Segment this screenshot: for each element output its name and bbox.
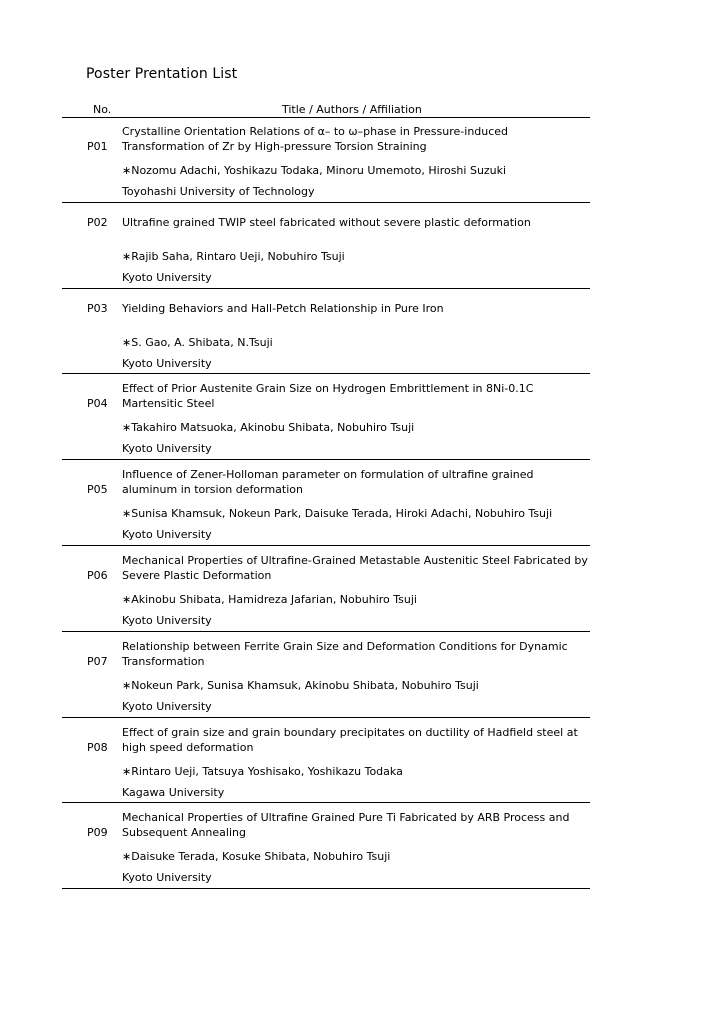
poster-number: P06 xyxy=(87,568,108,582)
poster-title: Mechanical Properties of Ultrafine Grained Pure Ti Fabricated by ARB Process and Subsequent Annealing xyxy=(122,811,570,840)
poster-entry-p06 xyxy=(62,546,590,632)
page-title: Poster Prentation List xyxy=(86,66,238,82)
poster-affiliation: Kyoto University xyxy=(122,528,212,542)
poster-authors: ∗Rintaro Ueji, Tatsuya Yoshisako, Yoshikazu Todaka xyxy=(122,764,403,778)
poster-title: Relationship between Ferrite Grain Size and Deformation Conditions for Dynamic Transformation xyxy=(122,639,568,668)
poster-affiliation: Kagawa University xyxy=(122,785,225,799)
poster-title: Ultrafine grained TWIP steel fabricated without severe plastic deformation xyxy=(122,215,531,229)
poster-authors: ∗Nokeun Park, Sunisa Khamsuk, Akinobu Shibata, Nobuhiro Tsuji xyxy=(122,678,479,692)
poster-entry-p03 xyxy=(62,289,590,375)
poster-number: P07 xyxy=(87,654,108,668)
poster-affiliation: Kyoto University xyxy=(122,442,212,456)
poster-entry-p05 xyxy=(62,460,590,546)
poster-entry-p04 xyxy=(62,374,590,460)
poster-authors: ∗Akinobu Shibata, Hamidreza Jafarian, Nobuhiro Tsuji xyxy=(122,592,417,606)
poster-entry-p02 xyxy=(62,203,590,289)
poster-title: Crystalline Orientation Relations of α– to ω–phase in Pressure-induced Transformation of Zr by High-pressure Torsion Straining xyxy=(122,125,509,153)
poster-number: P02 xyxy=(87,215,108,229)
poster-affiliation: Kyoto University xyxy=(122,270,212,284)
poster-title: Effect of Prior Austenite Grain Size on Hydrogen Embrittlement in 8Ni-0.1C Martensitic Steel xyxy=(122,382,534,411)
poster-entry-p07 xyxy=(62,632,590,718)
poster-list xyxy=(62,117,590,889)
poster-entry-p08 xyxy=(62,718,590,804)
poster-entry-p01 xyxy=(62,117,590,203)
poster-title: Yielding Behaviors and Hall-Petch Relationship in Pure Iron xyxy=(122,301,444,315)
poster-title: Effect of grain size and grain boundary precipitates on ductility of Hadfield steel at high speed deformation xyxy=(122,725,578,754)
poster-affiliation: Kyoto University xyxy=(122,613,212,627)
poster-number: P03 xyxy=(87,301,108,315)
header-title: Title / Authors / Affiliation xyxy=(282,103,422,116)
poster-number: P08 xyxy=(87,740,108,754)
poster-authors: ∗Rajib Saha, Rintaro Ueji, Nobuhiro Tsuji xyxy=(122,249,345,263)
poster-number: P01 xyxy=(87,140,108,153)
poster-authors: ∗Nozomu Adachi, Yoshikazu Todaka, Minoru Umemoto, Hiroshi Suzuki xyxy=(122,164,507,177)
poster-title: Influence of Zener-Holloman parameter on formulation of ultrafine grained aluminum in torsion deformation xyxy=(122,468,534,497)
poster-affiliation: Kyoto University xyxy=(122,699,212,713)
table-header xyxy=(62,103,590,118)
poster-authors: ∗Takahiro Matsuoka, Akinobu Shibata, Nobuhiro Tsuji xyxy=(122,421,415,435)
poster-number: P04 xyxy=(87,397,108,411)
poster-title: Mechanical Properties of Ultrafine-Grained Metastable Austenitic Steel Fabricated by Severe Plastic Deformation xyxy=(122,553,588,582)
poster-affiliation: Toyohashi University of Technology xyxy=(122,185,315,198)
poster-authors: ∗S. Gao, A. Shibata, N.Tsuji xyxy=(122,335,273,349)
poster-entry-p09 xyxy=(62,803,590,889)
poster-authors: ∗Sunisa Khamsuk, Nokeun Park, Daisuke Terada, Hiroki Adachi, Nobuhiro Tsuji xyxy=(122,507,553,521)
poster-authors: ∗Daisuke Terada, Kosuke Shibata, Nobuhiro Tsuji xyxy=(122,850,391,864)
poster-number: P05 xyxy=(87,483,108,497)
header-no: No. xyxy=(93,103,112,116)
poster-affiliation: Kyoto University xyxy=(122,871,212,885)
poster-affiliation: Kyoto University xyxy=(122,356,212,370)
poster-number: P09 xyxy=(87,826,108,840)
